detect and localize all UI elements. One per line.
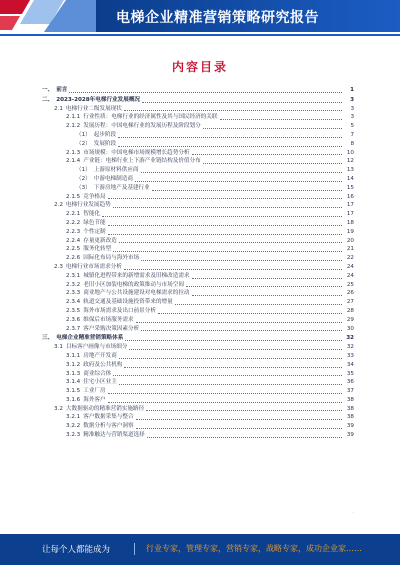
toc-entry[interactable] [42,131,354,140]
toc-entry-number: 3.1.4 [66,379,81,386]
toc-title: 内容目录 [171,60,228,74]
toc-leader-dots [175,303,342,305]
toc-entry-label: 电梯行业市场需求分析 [65,263,122,270]
toc-entry-label: 轨道交通及基础设施投资带来的增量 [83,299,173,306]
toc-leader-dots [135,180,342,182]
report-title: 电梯企业精准营销策略研究报告 [116,10,319,26]
toc-leader-dots [108,197,342,199]
toc-leader-dots [146,409,342,411]
toc-entry[interactable] [42,289,354,298]
toc-entry-label: 维保后市场服务需求 [83,316,134,323]
toc-entry-page: 34 [346,361,354,368]
toc-entry-page: 37 [346,388,354,395]
toc-entry[interactable] [42,175,354,184]
toc-entry-number: 2.2.6 [66,255,81,262]
toc-entry-label: 客户数据采集与整合 [83,414,134,421]
toc-leader-dots [118,145,342,147]
toc-leader-dots [136,418,342,420]
report-header [0,0,400,36]
toc-entry-number: 3.1.2 [66,361,81,368]
toc-leader-dots [124,268,342,270]
toc-entry-label: 精准触达与营销渠道选择 [83,432,145,439]
page-mark: · [352,510,354,516]
toc-entry-page: 32 [346,335,354,342]
toc-leader-dots [186,285,342,287]
toc-leader-dots [108,224,342,226]
toc-entry-label: 客户采购决策因素分析 [83,325,140,332]
toc-entry-number: 2.1.1 [66,114,81,121]
toc-leader-dots [124,109,342,111]
toc-entry-page: 10 [346,149,354,156]
toc-entry[interactable] [42,352,354,361]
toc-entry-label: 绿色节能 [83,219,106,226]
toc-entry-label: 房地产开发商 [83,352,117,359]
toc-entry-number: 2.2.4 [66,237,81,244]
toc-entry[interactable] [42,298,354,307]
toc-entry[interactable] [42,86,354,95]
toc-entry-label: 目标客户画像与市场细分 [65,344,128,351]
header-decoration [0,0,110,36]
toc-entry-label: 城镇化进程带来的新增需求及旧梯改造需求 [83,272,190,279]
footer-slogan: 让每个人都能成为 [42,545,111,555]
toc-entry[interactable] [42,431,354,440]
toc-entry-label: 商业综合体 [83,370,112,377]
toc-entry-number: 2.2.3 [66,228,81,235]
toc-entry-page: 17 [346,202,354,209]
toc-leader-dots [203,127,342,129]
toc-leader-dots [141,171,342,173]
toc-entry[interactable] [42,245,354,254]
toc-entry-label: 行业性质：电梯行业的经济属性及其与国民经济的关联 [83,114,218,121]
toc-entry-number: 3.2.2 [66,423,81,430]
toc-entry-number: 3.1 [54,344,63,351]
toc-entry-page: 13 [346,167,354,174]
toc-entry-number: 2.1.5 [66,193,81,200]
toc-leader-dots [119,383,342,385]
toc-entry-page: 17 [346,211,354,218]
toc-entry-page: 16 [346,193,354,200]
toc-entry-label: 国际化布局与海外市场 [83,255,140,262]
toc-leader-dots [108,392,342,394]
toc-entry[interactable] [42,378,354,387]
toc-entry[interactable] [42,157,354,166]
toc-entry-page: 26 [346,290,354,297]
toc-entry-page: 39 [346,432,354,439]
toc-entry-number: 2.3.4 [66,299,81,306]
toc-entry[interactable] [42,96,354,105]
toc-leader-dots [113,206,342,208]
toc-entry-page: 20 [346,237,354,244]
toc-entry-page: 36 [346,379,354,386]
toc-entry-label: 2023-2028年电梯行业发展概况 [56,96,141,103]
toc-entry-label: 政府及公共机构 [83,361,123,368]
toc-entry-number: （2） [76,140,91,147]
toc-entry-number: 2.3.7 [66,325,81,332]
toc-leader-dots [158,312,342,314]
toc-entry-page: 38 [346,405,354,412]
toc-entry-number: 2.3.2 [66,281,81,288]
toc-entry[interactable] [42,307,354,316]
toc-leader-dots [102,215,342,217]
toc-entry-number: 3.2.3 [66,432,81,439]
toc-entry[interactable] [42,122,354,131]
toc-leader-dots [142,101,342,103]
toc-entry-number: 2.3.6 [66,316,81,323]
toc-entry-page: 32 [346,344,354,351]
toc-entry[interactable] [42,219,354,228]
toc-entry-label: 起步阶段 [93,131,117,138]
toc-entry-page: 24 [346,263,354,270]
toc-entry[interactable] [42,405,354,414]
toc-entry-page: 33 [346,352,354,359]
toc-entry-number: 2.3.5 [66,307,81,314]
toc-entry-number: 3.1.5 [66,388,81,395]
toc-entry-label: 海外客户 [83,396,106,403]
toc-leader-dots [113,374,342,376]
toc-entry-label: 产业链：电梯行业上下游产业链结构及价值分布 [83,158,201,165]
toc-entry-label: 电梯企业精准营销策略体系 [56,335,124,342]
toc-leader-dots [136,427,342,429]
toc-entry[interactable] [42,334,354,343]
toc-entry[interactable] [42,210,354,219]
toc-entry[interactable] [42,316,354,325]
toc-entry-label: 上游原材料供应商 [93,167,139,174]
toc-entry-label: 老旧小区加装电梯的政策推动与市场空间 [83,281,184,288]
toc-entry-page: 19 [346,228,354,235]
toc-entry-number: 3.2.1 [66,414,81,421]
toc-entry-page: 25 [346,281,354,288]
toc-entry[interactable] [42,113,354,122]
toc-entry-page: 38 [346,414,354,421]
toc-leader-dots [119,357,342,359]
toc-entry-page: 39 [346,423,354,430]
toc-entry-number: 2.2.2 [66,219,81,226]
toc-entry-number: 2.2.5 [66,246,81,253]
toc-entry-label: 住宅小区业主 [83,379,117,386]
toc-entry-label: 市场规模：中国电梯市场规模增长趋势分析 [83,149,190,156]
toc-entry[interactable] [42,201,354,210]
toc-entry[interactable] [42,396,354,405]
toc-entry[interactable] [42,237,354,246]
toc-entry-page: 12 [346,158,354,165]
toc-leader-dots [69,91,342,93]
toc-entry[interactable] [42,166,354,175]
toc-entry[interactable] [42,149,354,158]
toc-entry-label: 海外市场需求及出口前景分析 [83,307,156,314]
toc-entry-label: 电梯行业发展趋势 [65,202,111,209]
toc-leader-dots [108,233,342,235]
toc-entry-label: 中游电梯制造商 [93,175,133,182]
toc-entry[interactable] [42,193,354,202]
toc-entry[interactable] [42,263,354,272]
toc-entry-page: 18 [346,219,354,226]
toc-entry-label: 存量更新改造 [83,237,117,244]
toc-entry-page: 3 [350,96,354,103]
footer-separator [134,543,135,555]
toc-entry-page: 8 [350,140,354,147]
toc-leader-dots [192,153,342,155]
toc-entry[interactable] [42,105,354,114]
toc-leader-dots [141,329,342,331]
toc-entry-page: 5 [350,123,354,130]
toc-entry-page: 3 [350,105,354,112]
toc-entry[interactable] [42,281,354,290]
toc-entry-number: 2.2 [54,202,63,209]
toc-leader-dots [118,136,342,138]
toc-leader-dots [124,366,342,368]
toc-entry-number: 2.1.3 [66,149,81,156]
toc-leader-dots [108,401,342,403]
header-divider [0,34,400,36]
table-of-contents [42,86,354,440]
toc-entry-page: 24 [346,272,354,279]
toc-entry-label: 工业厂房 [83,388,106,395]
toc-entry-number: （3） [76,184,91,191]
toc-entry[interactable] [42,272,354,281]
toc-entry-label: 下游房地产及基建行业 [93,184,150,191]
toc-entry[interactable] [42,361,354,370]
toc-leader-dots [129,348,342,350]
toc-entry-page: 7 [350,131,354,138]
toc-entry-page: 21 [346,246,354,253]
footer-tagline: 行业专家，管理专家，营销专家，战略专家，成功企业家…… [146,544,362,553]
toc-entry-label: 发展历程：中国电梯行业的发展历程及阶段划分 [83,123,201,130]
toc-leader-dots [192,277,342,279]
toc-entry-number: （2） [76,175,91,182]
toc-leader-dots [220,118,343,120]
toc-entry[interactable] [42,387,354,396]
toc-entry-label: 数据分析与客户洞察 [83,423,134,430]
toc-entry[interactable] [42,370,354,379]
toc-entry-page: 29 [346,316,354,323]
toc-entry-label: 竞争格局 [83,193,106,200]
toc-entry-label: 前言 [56,87,68,93]
toc-entry-number: 3.1.6 [66,396,81,403]
toc-leader-dots [203,162,342,164]
toc-leader-dots [136,321,342,323]
report-footer [0,534,400,565]
toc-entry-page: 14 [346,175,354,182]
toc-entry-number: 2.3.1 [66,272,81,279]
toc-entry-label: 发展阶段 [93,140,117,147]
toc-entry[interactable] [42,184,354,193]
toc-entry[interactable] [42,413,354,422]
toc-leader-dots [125,339,342,341]
toc-entry-number: 2.3 [54,263,63,270]
toc-entry-page: 3 [350,114,354,121]
toc-entry-page: 22 [346,255,354,262]
toc-entry-number: 2.1 [54,105,63,112]
toc-entry-page: 1 [350,87,354,93]
toc-entry-label: 商业地产与公共设施建设对电梯需求的拉动 [83,290,190,297]
toc-entry-number: 2.2.1 [66,211,81,218]
toc-entry-label: 服务化转型 [83,246,112,253]
toc-entry-number: 2.1.4 [66,158,81,165]
toc-entry-page: 35 [346,370,354,377]
toc-entry-page: 38 [346,396,354,403]
toc-entry-number: 三、 [42,335,54,342]
toc-entry[interactable] [42,325,354,334]
toc-entry[interactable] [42,228,354,237]
toc-entry-label: 个性定制 [83,228,106,235]
toc-leader-dots [113,250,342,252]
toc-entry-number: 3.1.3 [66,370,81,377]
toc-leader-dots [152,189,342,191]
toc-leader-dots [119,241,342,243]
toc-entry-label: 智能化 [83,211,101,218]
toc-entry-page: 30 [346,325,354,332]
toc-entry-label: 大数据驱动的精准营销实施路径 [65,405,145,412]
toc-entry[interactable] [42,343,354,352]
toc-leader-dots [141,259,342,261]
toc-entry-number: （1） [76,131,91,138]
toc-entry-number: 一、 [42,87,54,93]
toc-entry[interactable] [42,140,354,149]
toc-entry-number: （1） [76,167,91,174]
toc-entry-number: 2.3.3 [66,290,81,297]
toc-entry-page: 15 [346,184,354,191]
toc-leader-dots [147,436,342,438]
toc-entry-label: 电梯行业二级发展现状 [65,105,122,112]
toc-entry-number: 2.1.2 [66,123,81,130]
toc-entry-page: 28 [346,307,354,314]
toc-entry-number: 3.2 [54,405,63,412]
toc-entry[interactable] [42,254,354,263]
toc-entry-number: 二、 [42,96,54,103]
toc-leader-dots [192,294,342,296]
toc-entry[interactable] [42,422,354,431]
toc-entry-number: 3.1.1 [66,352,81,359]
toc-entry-page: 27 [346,299,354,306]
